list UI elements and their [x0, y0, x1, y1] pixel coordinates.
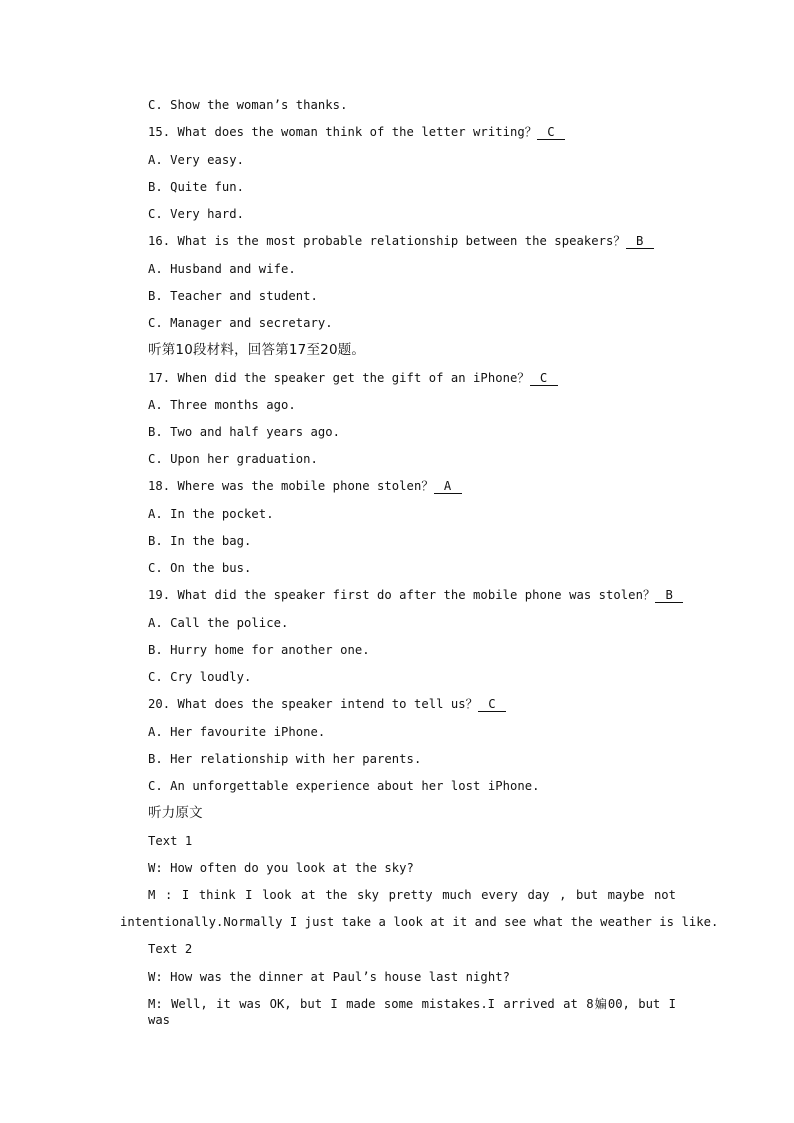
section-heading: 听第10段材料，回答第17至20题。 [148, 342, 366, 358]
option-line: C. Upon her graduation. [148, 452, 318, 466]
option-line: A. Very easy. [148, 153, 245, 167]
question-20: 20. What does the speaker intend to tell us？ C [148, 696, 506, 712]
answer-blank: B [655, 588, 683, 603]
option-line: C. Very hard. [148, 207, 245, 221]
question-18: 18. Where was the mobile phone stolen？ A [148, 478, 462, 494]
dialog-line-continued: intentionally.Normally I just take a look at it and see what the weather is like. [120, 915, 719, 929]
option-line: C. On the bus. [148, 561, 252, 575]
dialog-line: W: How was the dinner at Paul’s house last night? [148, 970, 510, 984]
option-line: B. Quite fun. [148, 180, 245, 194]
dialog-line: W: How often do you look at the sky? [148, 861, 414, 875]
answer-blank: A [434, 479, 462, 494]
option-line: A. Three months ago. [148, 398, 296, 412]
option-line: A. In the pocket. [148, 507, 274, 521]
option-line: B. In the bag. [148, 534, 252, 548]
option-line: B. Hurry home for another one. [148, 643, 370, 657]
question-15: 15. What does the woman think of the letter writing？ C [148, 124, 565, 140]
answer-blank: C [530, 371, 558, 386]
dialog-line: M : I think I look at the sky pretty much every day , but maybe not [148, 888, 676, 902]
question-17: 17. When did the speaker get the gift of an iPhone？ C [148, 370, 558, 386]
option-line: C. Manager and secretary. [148, 316, 333, 330]
option-line: A. Call the police. [148, 616, 289, 630]
answer-blank: C [478, 697, 506, 712]
option-line: B. Her relationship with her parents. [148, 752, 422, 766]
text-label: Text 1 [148, 834, 193, 848]
option-line: B. Teacher and student. [148, 289, 318, 303]
option-line: C. An unforgettable experience about her lost iPhone. [148, 779, 540, 793]
transcript-heading: 听力原文 [148, 805, 203, 821]
answer-blank: C [537, 125, 565, 140]
option-line: A. Husband and wife. [148, 262, 296, 276]
option-line: C. Show the woman’s thanks. [148, 98, 348, 112]
answer-blank: B [626, 234, 654, 249]
text-label: Text 2 [148, 942, 193, 956]
question-19: 19. What did the speaker first do after the mobile phone was stolen？ B [148, 587, 683, 603]
option-line: A. Her favourite iPhone. [148, 725, 326, 739]
question-16: 16. What is the most probable relationship between the speakers？ B [148, 233, 654, 249]
option-line: C. Cry loudly. [148, 670, 252, 684]
dialog-line: M: Well, it was OK, but I made some mistakes.I arrived at 8媥00, but I was [148, 997, 676, 1027]
option-line: B. Two and half years ago. [148, 425, 341, 439]
